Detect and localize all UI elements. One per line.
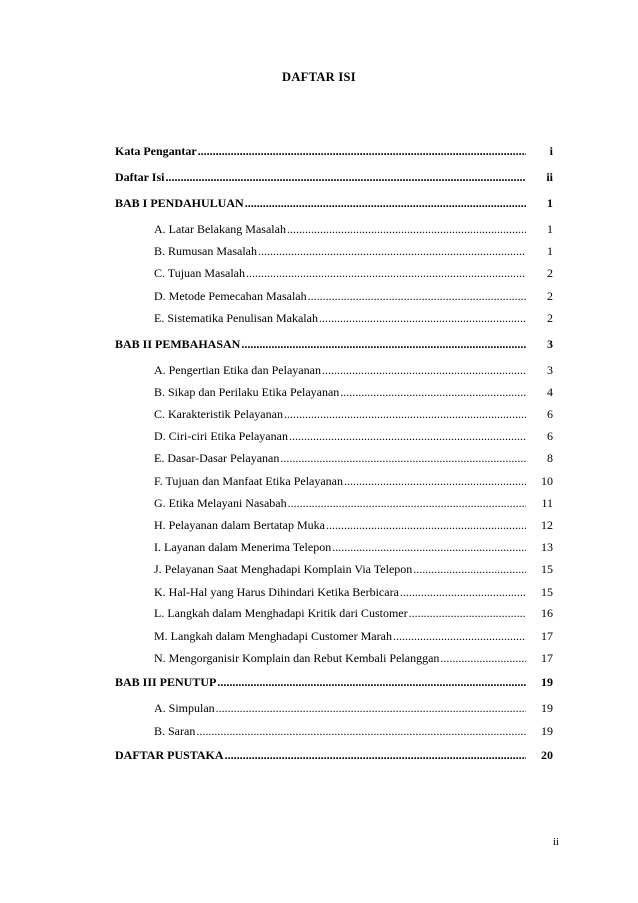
- toc-section-entry: [154, 518, 553, 532]
- dot-leader: [308, 289, 526, 303]
- toc-entry-label: I. Layanan dalam Menerima Telepon: [154, 540, 332, 554]
- toc-entry-page: 16: [541, 606, 553, 620]
- toc-section-entry: [154, 585, 553, 599]
- toc-section-entry: [154, 266, 553, 280]
- toc-entry-page: 2: [547, 266, 553, 280]
- dot-leader: [287, 222, 526, 236]
- toc-chapter-entry: [115, 675, 553, 689]
- toc-entry-page: 19: [541, 701, 553, 715]
- toc-entry-page: 1: [547, 222, 553, 236]
- toc-entry-label: L. Langkah dalam Menghadapi Kritik dari Customer: [154, 606, 408, 620]
- toc-entry-label: BAB II PEMBAHASAN: [115, 337, 241, 351]
- toc-entry-page: 12: [541, 518, 553, 532]
- dot-leader: [245, 196, 526, 210]
- toc-entry-page: 2: [547, 289, 553, 303]
- dot-leader: [326, 518, 526, 532]
- dot-leader: [258, 244, 526, 258]
- toc-section-entry: [154, 629, 553, 643]
- page-title: DAFTAR ISI: [282, 70, 356, 84]
- toc-entry-page: i: [549, 144, 553, 158]
- toc-entry-label: K. Hal-Hal yang Harus Dihindari Ketika Berbicara: [154, 585, 399, 599]
- dot-leader: [198, 144, 526, 158]
- toc-entry-label: B. Rumusan Masalah: [154, 244, 257, 258]
- toc-entry-label: N. Mengorganisir Komplain dan Rebut Kembali Pelanggan: [154, 651, 440, 665]
- toc-entry-page: 8: [547, 451, 553, 465]
- toc-entry-label: BAB I PENDAHULUAN: [115, 196, 244, 210]
- toc-entry-page: 6: [547, 429, 553, 443]
- toc-section-entry: [154, 311, 553, 325]
- toc-section-entry: [154, 651, 553, 665]
- dot-leader: [413, 562, 526, 576]
- toc-chapter-entry: [115, 337, 553, 351]
- toc-entry-label: J. Pelayanan Saat Menghadapi Komplain Via Telepon: [154, 562, 413, 576]
- toc-entry-page: 13: [541, 540, 553, 554]
- dot-leader: [280, 451, 526, 465]
- toc-entry-label: C. Karakteristik Pelayanan: [154, 407, 283, 421]
- toc-entry-label: M. Langkah dalam Menghadapi Customer Marah: [154, 629, 392, 643]
- toc-chapter-entry: [115, 170, 553, 184]
- toc-entry-page: 17: [541, 629, 553, 643]
- toc-entry-page: 1: [547, 244, 553, 258]
- toc-entry-page: 19: [541, 675, 553, 689]
- dot-leader: [340, 385, 526, 399]
- dot-leader: [196, 724, 526, 738]
- toc-entry-page: 15: [541, 562, 553, 576]
- toc-entry-label: Daftar Isi: [115, 170, 165, 184]
- dot-leader: [284, 407, 526, 421]
- toc-chapter-entry: [115, 144, 553, 158]
- toc-entry-label: H. Pelayanan dalam Bertatap Muka: [154, 518, 325, 532]
- toc-entry-label: BAB III PENUTUP: [115, 675, 217, 689]
- dot-leader: [393, 629, 526, 643]
- dot-leader: [217, 675, 526, 689]
- toc-section-entry: [154, 363, 553, 377]
- toc-entry-page: 20: [541, 748, 553, 762]
- toc-entry-label: A. Pengertian Etika dan Pelayanan: [154, 363, 321, 377]
- toc-entry-page: 2: [547, 311, 553, 325]
- toc-entry-label: B. Saran: [154, 724, 196, 738]
- toc-entry-label: F. Tujuan dan Manfaat Etika Pelayanan: [154, 474, 344, 488]
- dot-leader: [241, 337, 526, 351]
- dot-leader: [225, 748, 526, 762]
- toc-entry-label: D. Metode Pemecahan Masalah: [154, 289, 307, 303]
- toc-section-entry: [154, 385, 553, 399]
- toc-entry-label: A. Simpulan: [154, 701, 215, 715]
- toc-section-entry: [154, 289, 553, 303]
- dot-leader: [332, 540, 526, 554]
- toc-section-entry: [154, 562, 553, 576]
- toc-section-entry: [154, 701, 553, 715]
- dot-leader: [216, 701, 526, 715]
- toc-entry-page: 11: [541, 496, 553, 510]
- toc-section-entry: [154, 724, 553, 738]
- toc-section-entry: [154, 429, 553, 443]
- toc-entry-page: ii: [546, 170, 553, 184]
- page-number: ii: [552, 836, 559, 848]
- dot-leader: [400, 585, 526, 599]
- toc-section-entry: [154, 222, 553, 236]
- toc-entry-label: E. Dasar-Dasar Pelayanan: [154, 451, 280, 465]
- toc-entry-page: 15: [541, 585, 553, 599]
- toc-entry-label: E. Sistematika Penulisan Makalah: [154, 311, 318, 325]
- toc-entry-label: G. Etika Melayani Nasabah: [154, 496, 287, 510]
- dot-leader: [246, 266, 526, 280]
- dot-leader: [288, 496, 526, 510]
- toc-entry-label: B. Sikap dan Perilaku Etika Pelayanan: [154, 385, 340, 399]
- toc-section-entry: [154, 496, 553, 510]
- toc-section-entry: [154, 244, 553, 258]
- toc-entry-label: DAFTAR PUSTAKA: [115, 748, 224, 762]
- toc-entry-label: Kata Pengantar: [115, 144, 197, 158]
- toc-entry-label: A. Latar Belakang Masalah: [154, 222, 286, 236]
- toc-entry-label: C. Tujuan Masalah: [154, 266, 246, 280]
- dot-leader: [440, 651, 526, 665]
- toc-chapter-entry: [115, 748, 553, 762]
- dot-leader: [344, 474, 526, 488]
- dot-leader: [289, 429, 526, 443]
- toc-entry-page: 17: [541, 651, 553, 665]
- toc-entry-page: 6: [547, 407, 553, 421]
- toc-section-entry: [154, 474, 553, 488]
- toc-entry-page: 10: [541, 474, 553, 488]
- toc-section-entry: [154, 606, 553, 620]
- toc-section-entry: [154, 540, 553, 554]
- toc-entry-page: 1: [547, 196, 553, 210]
- toc-section-entry: [154, 407, 553, 421]
- toc-section-entry: [154, 451, 553, 465]
- dot-leader: [322, 363, 526, 377]
- toc-entry-page: 4: [547, 385, 553, 399]
- dot-leader: [165, 170, 526, 184]
- dot-leader: [319, 311, 526, 325]
- toc-chapter-entry: [115, 196, 553, 210]
- toc-entry-page: 3: [547, 363, 553, 377]
- toc-entry-label: D. Ciri-ciri Etika Pelayanan: [154, 429, 288, 443]
- toc-entry-page: 3: [547, 337, 553, 351]
- dot-leader: [409, 606, 526, 620]
- toc-entry-page: 19: [541, 724, 553, 738]
